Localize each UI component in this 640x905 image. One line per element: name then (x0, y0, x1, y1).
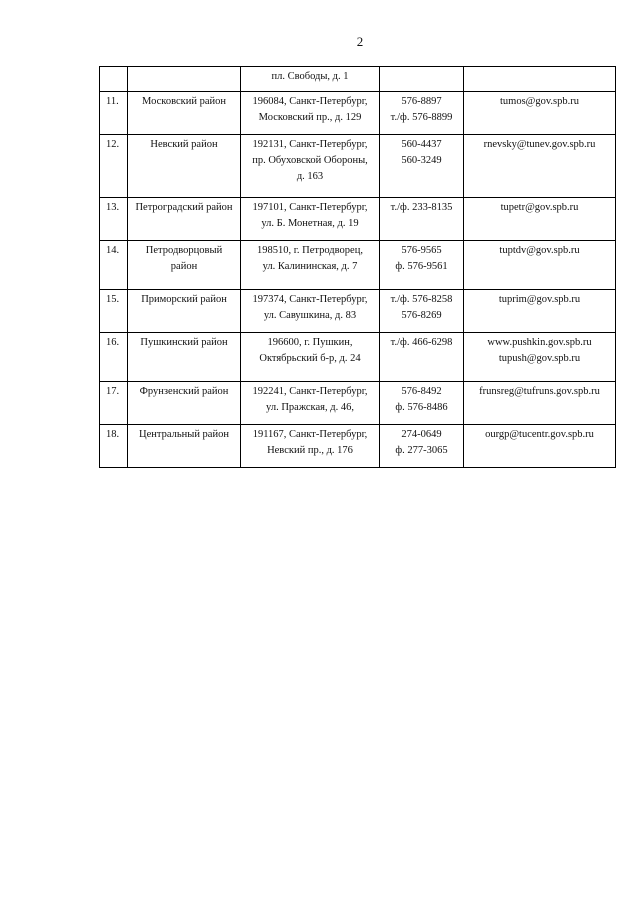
address-line: 198510, г. Петродворец, (257, 245, 363, 256)
email-cell (464, 241, 616, 290)
table-body (100, 67, 616, 468)
district-name-line: район (170, 261, 198, 272)
row-number-cell: 17. (100, 382, 128, 425)
email-line: tupetr@gov.spb.ru (500, 202, 579, 213)
address-cell (241, 198, 380, 241)
address-cell (241, 135, 380, 198)
phone-line: ф. 576-8486 (395, 402, 448, 413)
email-line: tuptdv@gov.spb.ru (499, 245, 580, 256)
phone-line: ф. 277-3065 (395, 445, 448, 456)
email-cell (464, 333, 616, 382)
address-line: ул. Савушкина, д. 83 (263, 310, 357, 321)
address-line: ул. Калининская, д. 7 (262, 261, 358, 272)
district-name-line: Фрунзенский район (139, 386, 229, 397)
district-cell (128, 290, 241, 333)
address-cell (241, 333, 380, 382)
email-cell (464, 198, 616, 241)
phone-line: 576-9565 (401, 245, 442, 256)
phone-line: т./ф. 466-6298 (390, 337, 453, 348)
address-line: 191167, Санкт-Петербург, (252, 429, 368, 440)
phone-cell (380, 241, 464, 290)
phone-line: 560-3249 (401, 155, 442, 166)
phone-cell (380, 135, 464, 198)
email-cell (464, 382, 616, 425)
row-number-cell: 16. (100, 333, 128, 382)
district-name-line: Невский район (150, 139, 218, 150)
address-line: ул. Пражская, д. 46, (266, 402, 354, 413)
email-line: rnevsky@tunev.gov.spb.ru (483, 139, 596, 150)
district-cell (128, 241, 241, 290)
email-line: tuprim@gov.spb.ru (498, 294, 581, 305)
district-cell (128, 135, 241, 198)
row-number-cell: 18. (100, 425, 128, 468)
phone-cell (380, 333, 464, 382)
address-cell (241, 92, 380, 135)
row-number-cell: 14. (100, 241, 128, 290)
address-cell (241, 290, 380, 333)
address-line: 196084, Санкт-Петербург, (252, 96, 368, 107)
address-line: 196600, г. Пушкин, (267, 337, 353, 348)
email-line: tupush@gov.spb.ru (498, 353, 581, 364)
email-line: frunsreg@tufruns.gov.spb.ru (479, 386, 600, 397)
table-row (100, 135, 616, 198)
row-number-cell: 15. (100, 290, 128, 333)
row-number-cell: 12. (100, 135, 128, 198)
phone-line: т./ф. 576-8899 (390, 112, 453, 123)
phone-cell (380, 290, 464, 333)
row-number-cell (100, 67, 128, 92)
address-line: 192131, Санкт-Петербург, (252, 139, 368, 150)
phone-cell (380, 92, 464, 135)
phone-line: 576-8492 (401, 386, 442, 397)
phone-line: 560-4437 (401, 139, 442, 150)
address-line: 197374, Санкт-Петербург, (252, 294, 368, 305)
district-name-line: Московский район (142, 96, 226, 107)
district-name-line: Приморский район (141, 294, 227, 305)
district-cell (128, 382, 241, 425)
address-line: Октябрьский б-р, д. 24 (259, 353, 361, 364)
address-line: пл. Свободы, д. 1 (271, 71, 349, 82)
table-row (100, 92, 616, 135)
district-name-line: Центральный район (139, 429, 229, 440)
table-row (100, 333, 616, 382)
table-row (100, 290, 616, 333)
address-line: пр. Обуховской Обороны, (252, 155, 368, 166)
district-name-line: Пушкинский район (140, 337, 228, 348)
district-cell (128, 333, 241, 382)
phone-cell (380, 198, 464, 241)
district-name-line: Петродворцовый (145, 245, 223, 256)
address-line: д. 163 (296, 171, 324, 182)
district-contacts-table (99, 66, 616, 468)
email-cell (464, 425, 616, 468)
district-cell (128, 67, 241, 92)
phone-line: 576-8269 (401, 310, 442, 321)
table-row (100, 425, 616, 468)
phone-line: т./ф. 576-8258 (390, 294, 453, 305)
table-row (100, 241, 616, 290)
phone-cell (380, 425, 464, 468)
phone-line: т./ф. 233-8135 (390, 202, 453, 213)
phone-cell (380, 67, 464, 92)
address-line: Московский пр., д. 129 (258, 112, 362, 123)
district-cell (128, 92, 241, 135)
phone-line: ф. 576-9561 (395, 261, 448, 272)
email-cell (464, 290, 616, 333)
district-name-line: Петроградский район (135, 202, 233, 213)
phone-line: 274-0649 (401, 429, 442, 440)
address-line: 192241, Санкт-Петербург, (252, 386, 368, 397)
email-cell (464, 92, 616, 135)
address-cell (241, 382, 380, 425)
address-line: Невский пр., д. 176 (267, 445, 353, 456)
table-row (100, 198, 616, 241)
row-number-cell: 13. (100, 198, 128, 241)
page-number: 2 (356, 34, 364, 49)
district-cell (128, 198, 241, 241)
address-cell (241, 241, 380, 290)
address-line: ул. Б. Монетная, д. 19 (261, 218, 359, 229)
address-cell (241, 425, 380, 468)
table-row (100, 382, 616, 425)
address-line: 197101, Санкт-Петербург, (252, 202, 368, 213)
email-line: tumos@gov.spb.ru (500, 96, 579, 107)
phone-cell (380, 382, 464, 425)
row-number-cell: 11. (100, 92, 128, 135)
address-cell (241, 67, 380, 92)
table-row (100, 67, 616, 92)
email-line: www.pushkin.gov.spb.ru (487, 337, 592, 348)
email-cell (464, 135, 616, 198)
phone-line: 576-8897 (401, 96, 442, 107)
email-line: ourgp@tucentr.gov.spb.ru (485, 429, 594, 440)
email-cell (464, 67, 616, 92)
district-cell (128, 425, 241, 468)
